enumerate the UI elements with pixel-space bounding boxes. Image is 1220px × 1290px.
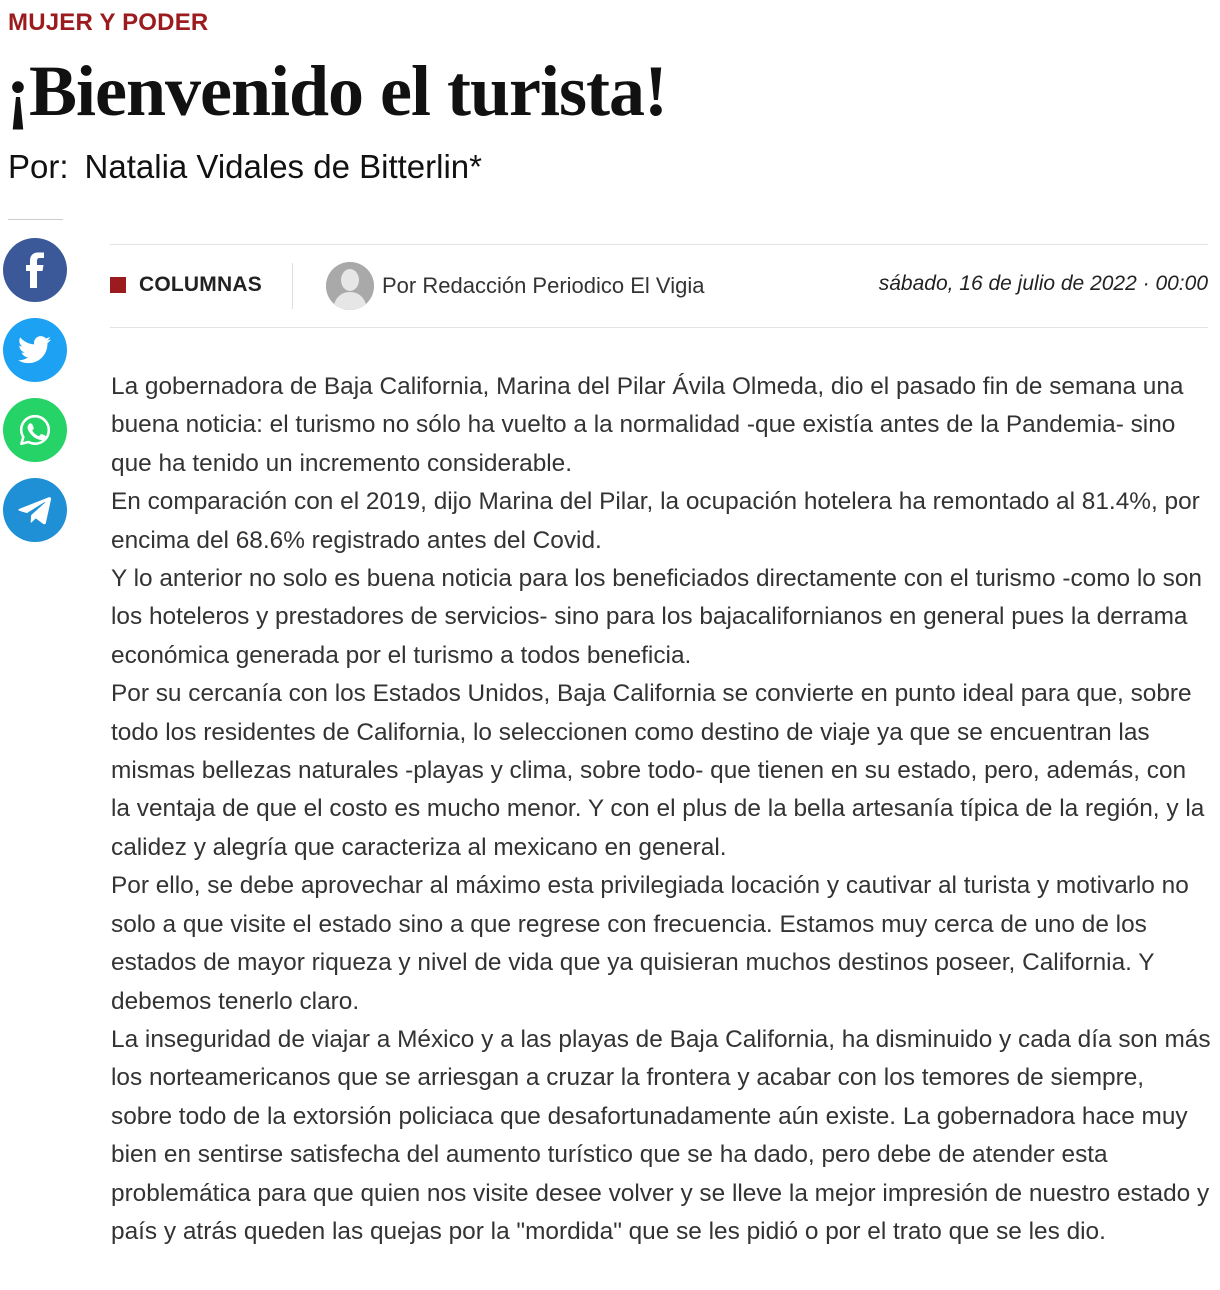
byline-prefix: Por: xyxy=(8,148,69,185)
article-paragraph: Por su cercanía con los Estados Unidos, Baja California se convierte en punto ideal para que, sobre todo los residentes de California, lo seleccionen como destino de viaje ya que se encuentran las mismas bellezas naturales -playas y clima, sobre todo- que tienen en su estado, pero, además, con la ventaja de que el costo es mucho menor. Y con el plus de la bella artesanía típica de la región, y la calidez y alegría que caracteriza al mexicano en general. xyxy=(111,680,1205,861)
byline xyxy=(8,146,482,188)
meta-divider xyxy=(292,263,293,309)
byline-author: Natalia Vidales de Bitterlin* xyxy=(84,148,482,185)
facebook-share-button[interactable] xyxy=(3,238,67,302)
twitter-icon xyxy=(18,336,52,364)
share-bar xyxy=(3,238,67,558)
divider xyxy=(8,219,63,220)
article-paragraph: Y lo anterior no solo es buena noticia para los beneficiados directamente con el turismo -como lo son los hoteleros y prestadores de servicios- sino para los bajacalifornianos en general pues la derrama económica generada por el turismo a todos beneficia. xyxy=(111,565,1202,669)
author-link[interactable] xyxy=(326,262,704,310)
author-name: Por Redacción Periodico El Vigia xyxy=(382,273,705,298)
article-meta-bar xyxy=(110,244,1208,328)
whatsapp-icon xyxy=(18,413,52,447)
section-tag[interactable]: MUJER Y PODER xyxy=(8,9,209,36)
category-label: COLUMNAS xyxy=(139,273,262,296)
publish-date: sábado, 16 de julio de 2022 · 00:00 xyxy=(878,272,1208,295)
whatsapp-share-button[interactable] xyxy=(3,398,67,462)
twitter-share-button[interactable] xyxy=(3,318,67,382)
telegram-icon xyxy=(18,495,52,525)
user-placeholder-icon xyxy=(326,262,374,310)
avatar xyxy=(326,262,374,310)
article-body xyxy=(111,368,1211,1251)
article-title: ¡Bienvenido el turista! xyxy=(6,51,667,131)
category-link[interactable] xyxy=(110,273,262,297)
facebook-icon xyxy=(20,252,50,288)
article-paragraph: La inseguridad de viajar a México y a las playas de Baja California, ha disminuido y cada día son más los norteamericanos que se arriesgan a cruzar la frontera y acabar con los temores de siempre, sobre todo de la extorsión policiaca que desafortunadamente aún existe. La gobernadora hace muy bien en sentirse satisfecha del aumento turístico que se ha dado, pero debe de atender esta problemática para que quien nos visite desee volver y se lleve la mejor impresión de nuestro estado y país y atrás queden las quejas por la "mordida" que se les pidió o por el trato que se les dio. xyxy=(111,1025,1211,1245)
article-paragraph: En comparación con el 2019, dijo Marina del Pilar, la ocupación hotelera ha remontado al 81.4%, por encima del 68.6% registrado antes del Covid. xyxy=(111,488,1200,554)
article-paragraph: Por ello, se debe aprovechar al máximo esta privilegiada locación y cautivar al turista y motivarlo no solo a que visite el estado sino a que regrese con frecuencia. Estamos muy cerca de uno de los estados de mayor riqueza y nivel de vida que ya quisieran muchos destinos poseer, California. Y debemos tenerlo claro. xyxy=(111,872,1189,1015)
article-paragraph: La gobernadora de Baja California, Marina del Pilar Ávila Olmeda, dio el pasado fin de semana una buena noticia: el turismo no sólo ha vuelto a la normalidad -que existía antes de la Pandemia- sino que ha tenido un incremento considerable. xyxy=(111,373,1184,477)
category-square-icon xyxy=(110,277,126,293)
telegram-share-button[interactable] xyxy=(3,478,67,542)
